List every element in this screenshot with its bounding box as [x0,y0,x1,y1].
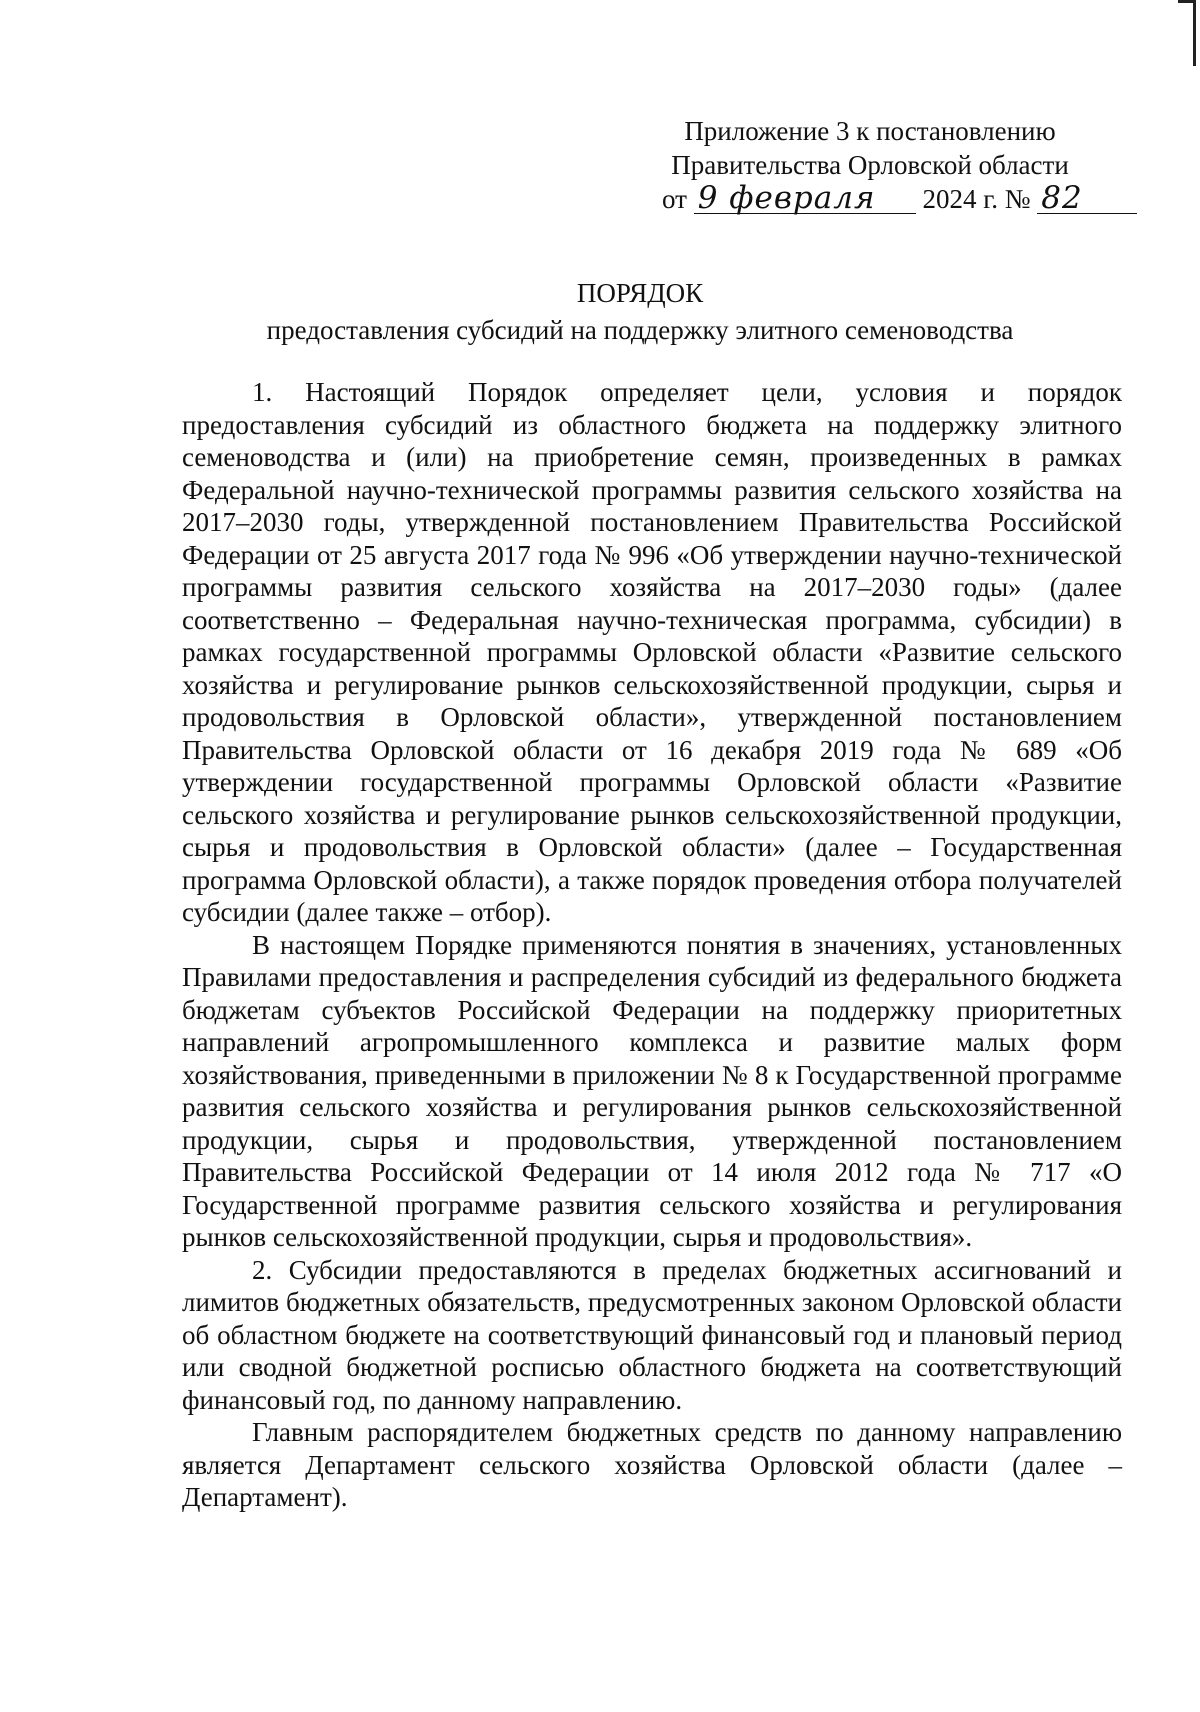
document-title: ПОРЯДОК [576,278,704,308]
paragraph-1: 1. Настоящий Порядок определяет цели, условия и порядок предоставления субсидий из областного бюджета на поддержку элитного семеноводства и (или) на приобретение семян, произведенных в рамках Федеральной научно-технической программы развития сельского хозяйства на 2017–2030 годы, утвержденной постановлением Правительства Российской Федерации от 25 августа 2017 года № 996 «Об утверждении научно-технической программы развития сельского хозяйства на 2017–2030 годы» (далее соответственно – Федеральная научно-техническая программа, субсидии) в рамках государственной программы Орловской области «Развитие сельского хозяйства и регулирование рынков сельскохозяйственной продукции, сырья и продовольствия в Орловской области», утвержденной постановлением Правительства Орловской области от 16 декабря 2019 года № 689 «Об утверждении государственной программы Орловской области «Развитие сельского хозяйства и регулирование рынков сельскохозяйственной продукции, сырья и продовольствия в Орловской области» (далее – Государственная программа Орловской области), а также порядок проведения отбора получателей субсидии (далее также – отбор). [182,377,1122,927]
appendix-line: Приложение 3 к постановлению [684,116,1056,146]
handwritten-number: 82 [1037,183,1137,214]
date-number-line [640,182,1100,216]
scan-edge-mark [1193,0,1196,66]
document-subtitle: предоставления субсидий на поддержку элитного семеноводства [266,315,1014,345]
scan-edge-mark-top [1178,0,1196,3]
handwritten-date: 9 февраля [694,183,916,214]
government-line: Правительства Орловской области [671,150,1069,180]
document-body [182,376,1122,1514]
date-prefix: от [662,184,687,214]
appendix-header [640,114,1100,216]
paragraph-2: В настоящем Порядке применяются понятия в значениях, установленных Правилами предоставления и распределения субсидий из федерального бюджета бюджетам субъектов Российской Федерации на поддержку приоритетных направлений агропромышленного комплекса и развитие малых форм хозяйствования, приведенными в приложении № 8 к Государственной программе развития сельского хозяйства и регулирования рынков сельскохозяйственной продукции, сырья и продовольствия, утвержденной постановлением Правительства Российской Федерации от 14 июля 2012 года № 717 «О Государственной программе развития сельского хозяйства и регулирования рынков сельскохозяйственной продукции, сырья и продовольствия». [182,929,1122,1252]
paragraph-3: 2. Субсидии предоставляются в пределах бюджетных ассигнований и лимитов бюджетных обязательств, предусмотренных законом Орловской области об областном бюджете на соответствующий финансовый год и плановый период или сводной бюджетной росписью областного бюджета на соответствующий финансовый год, по данному направлению. [182,1254,1122,1415]
date-year: 2024 г. № [922,184,1031,214]
paragraph-4: Главным распорядителем бюджетных средств по данному направлению является Департамент сельского хозяйства Орловской области (далее – Департамент). [182,1417,1122,1512]
